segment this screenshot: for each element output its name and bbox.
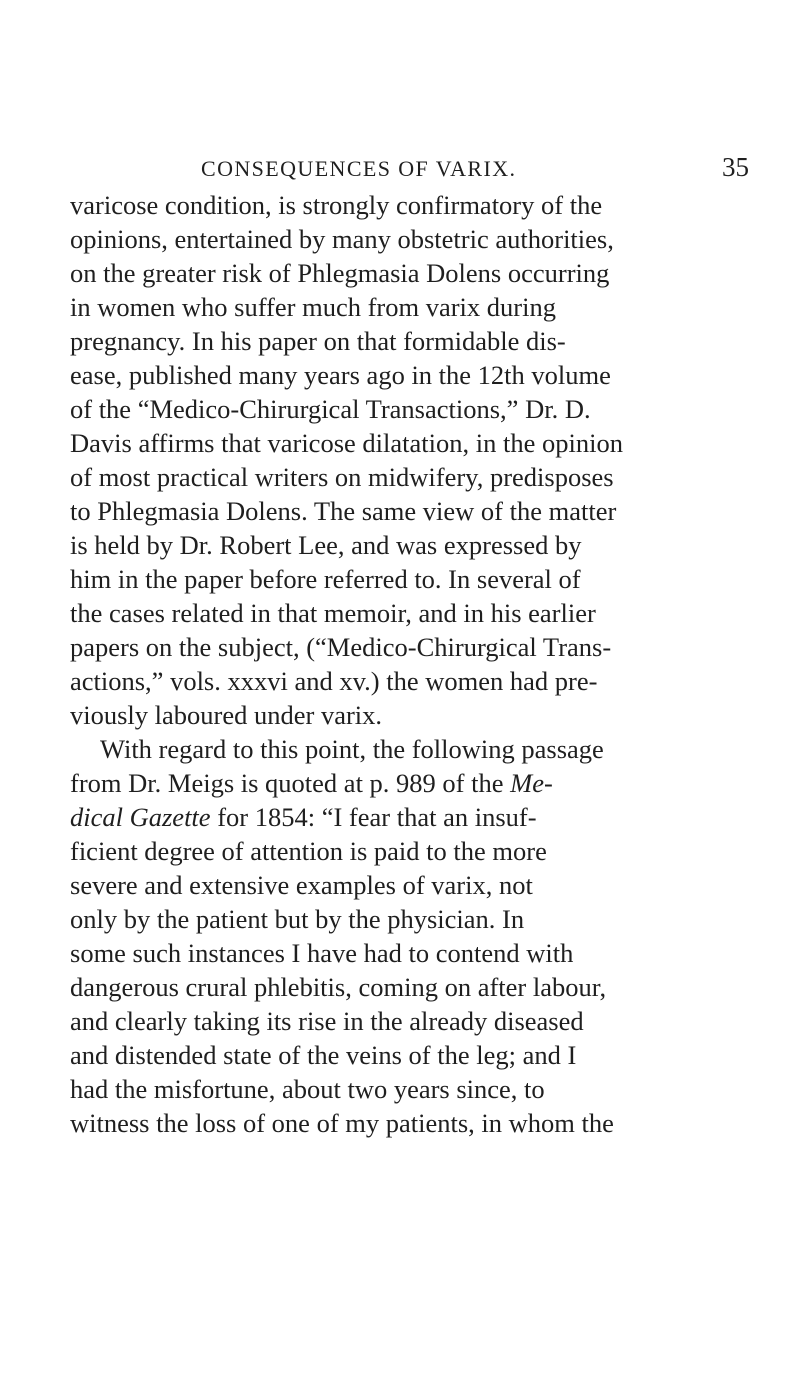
text-line (70, 902, 750, 936)
text-line-content (70, 970, 606, 1004)
text-line (70, 630, 750, 664)
text-line (70, 460, 750, 494)
text-line-content (70, 868, 533, 902)
text-segment: the cases related in that memoir, and in his earlier (70, 598, 596, 628)
text-line (70, 392, 750, 426)
text-line-content (70, 358, 611, 392)
text-line-content (70, 188, 602, 222)
text-line (70, 222, 750, 256)
text-line (70, 290, 750, 324)
text-line-content (70, 698, 382, 732)
text-line (70, 732, 750, 766)
text-line (70, 188, 750, 222)
text-line (70, 970, 750, 1004)
text-line (70, 800, 750, 834)
text-line (70, 426, 750, 460)
text-segment: varicose condition, is strongly confirmatory of the (70, 190, 603, 220)
text-segment: of the “Medico-Chirurgical Transactions,” Dr. D. (70, 394, 591, 424)
text-line-content (70, 1004, 584, 1038)
text-segment: Davis affirms that varicose dilatation, in the opinion (70, 428, 623, 458)
text-line-content (70, 936, 573, 970)
text-line (70, 664, 750, 698)
text-line (70, 698, 750, 732)
text-segment: him in the paper before referred to. In several of (70, 564, 581, 594)
text-line-content (70, 528, 581, 562)
text-line-content (70, 902, 524, 936)
text-line (70, 766, 750, 800)
text-segment: of most practical writers on midwifery, predisposes (70, 462, 614, 492)
running-title: CONSEQUENCES OF VARIX. (201, 156, 517, 181)
text-line (70, 834, 750, 868)
text-segment: is held by Dr. Robert Lee, and was expressed by (70, 530, 582, 560)
page-number: 35 (722, 152, 749, 182)
body-text (70, 188, 750, 1140)
text-line (70, 1038, 750, 1072)
text-line-content (70, 392, 591, 426)
text-segment: With regard to this point, the following passage (100, 734, 604, 764)
text-segment: in women who suffer much from varix during (70, 292, 556, 322)
italic-text-segment: dical Gazette (70, 802, 211, 832)
text-segment: pregnancy. In his paper on that formidable dis- (70, 326, 566, 356)
text-segment: witness the loss of one of my patients, in whom the (70, 1108, 614, 1138)
text-line (70, 358, 750, 392)
text-line-content (70, 290, 556, 324)
text-line (70, 528, 750, 562)
text-line (70, 868, 750, 902)
text-segment: ease, published many years ago in the 12th volume (70, 360, 611, 390)
text-segment: for 1854: “I fear that an insuf- (210, 802, 537, 832)
text-line-content (70, 596, 596, 630)
text-segment: ficient degree of attention is paid to the more (70, 836, 547, 866)
text-line-content (70, 1072, 545, 1106)
text-line (70, 1004, 750, 1038)
text-segment: and distended state of the veins of the leg; and I (70, 1040, 577, 1070)
text-line-content (70, 256, 609, 290)
text-segment: opinions, entertained by many obstetric authorities, (70, 224, 614, 254)
text-line (70, 936, 750, 970)
text-line (70, 256, 750, 290)
text-line (70, 596, 750, 630)
text-line-content (70, 426, 623, 460)
text-line-content (70, 766, 553, 800)
text-line-content (70, 1106, 614, 1140)
text-segment: dangerous crural phlebitis, coming on after labour, (70, 972, 607, 1002)
text-line (70, 324, 750, 358)
text-segment: actions,” vols. xxxvi and xv.) the women had pre- (70, 666, 598, 696)
text-line (70, 1072, 750, 1106)
text-line-content (70, 1038, 576, 1072)
text-segment: only by the patient but by the physician. In (70, 904, 525, 934)
text-segment: had the misfortune, about two years since, to (70, 1074, 545, 1104)
text-line-content (70, 324, 566, 358)
text-segment: some such instances I have had to contend with (70, 938, 574, 968)
text-line-content (100, 732, 604, 766)
text-line-content (70, 222, 614, 256)
text-segment: to Phlegmasia Dolens. The same view of the matter (70, 496, 617, 526)
text-line (70, 1106, 750, 1140)
text-segment: from Dr. Meigs is quoted at p. 989 of the (70, 768, 511, 798)
text-line-content (70, 800, 537, 834)
text-line-content (70, 834, 547, 868)
text-segment: viously laboured under varix. (70, 700, 383, 730)
text-line-content (70, 460, 614, 494)
running-head (66, 152, 750, 186)
text-line-content (70, 494, 616, 528)
text-segment: severe and extensive examples of varix, not (70, 870, 533, 900)
text-line (70, 494, 750, 528)
italic-text-segment: Me- (510, 768, 553, 798)
text-line-content (70, 664, 597, 698)
text-segment: papers on the subject, (“Medico-Chirurgical Trans- (70, 632, 612, 662)
text-segment: and clearly taking its rise in the already diseased (70, 1006, 584, 1036)
text-line (70, 562, 750, 596)
text-line-content (70, 630, 611, 664)
text-line-content (70, 562, 581, 596)
text-segment: on the greater risk of Phlegmasia Dolens occurring (70, 258, 610, 288)
